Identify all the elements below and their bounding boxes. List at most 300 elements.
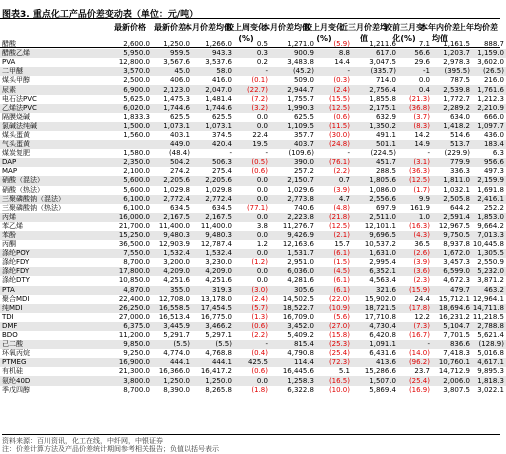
value-cell: 1,073.1 bbox=[192, 122, 234, 131]
table-title: 图表3. 重点化工产品价差变动表（单位：元/吨） bbox=[2, 10, 199, 20]
value-cell: 2,100.0 bbox=[123, 167, 150, 176]
value-cell: (6.1) bbox=[316, 286, 352, 295]
value-cell: (12.5) bbox=[316, 104, 352, 113]
value-cell: (2.2) bbox=[333, 167, 350, 176]
value-cell: 1,032.1 bbox=[443, 185, 470, 194]
header-week-change: 较上周变化(%) bbox=[226, 23, 266, 43]
value-cell: 740.6 bbox=[293, 203, 314, 212]
product-name-cell: PTMEG bbox=[0, 358, 106, 367]
value-cell: 11,276.7 bbox=[282, 221, 314, 230]
table-row bbox=[0, 122, 506, 131]
value-cell: 16,513.4 bbox=[158, 312, 190, 321]
value-cell: 7,013.3 bbox=[472, 231, 506, 240]
value-cell: 15,286.6 bbox=[364, 367, 396, 376]
value-cell: 15,250.0 bbox=[106, 231, 152, 240]
table-row bbox=[0, 340, 506, 349]
value-cell: 2,205.6 bbox=[192, 176, 234, 185]
value-cell: 0.0 bbox=[256, 276, 268, 285]
value-cell: 2,995.4 bbox=[369, 258, 396, 267]
value-cell: (224.5) bbox=[370, 149, 396, 158]
product-name-cell: 硝酸（混法） bbox=[0, 176, 106, 185]
value-cell: (15.5) bbox=[328, 94, 350, 103]
value-cell: 4,251.6 bbox=[163, 276, 190, 285]
value-cell: 6.3 bbox=[492, 149, 504, 158]
value-cell: 2,539.8 bbox=[432, 85, 472, 94]
value-cell: 6,100.0 bbox=[106, 195, 152, 204]
value-cell: (24.8) bbox=[316, 140, 352, 149]
value-cell: (11.5) bbox=[316, 122, 352, 131]
value-cell: (0.4) bbox=[251, 349, 268, 358]
product-name-cell: 电石法PVC bbox=[2, 94, 37, 103]
value-cell: (15.9) bbox=[398, 286, 432, 295]
value-cell: 506.3 bbox=[192, 158, 234, 167]
value-cell: 3,200.0 bbox=[163, 258, 190, 267]
value-cell: 959.5 bbox=[152, 49, 192, 58]
value-cell: 11,400.0 bbox=[200, 221, 232, 230]
value-cell: 1,266.0 bbox=[205, 40, 232, 49]
table-row bbox=[0, 113, 506, 122]
value-cell: 18,522.7 bbox=[270, 304, 316, 313]
value-cell: 4,730.4 bbox=[352, 322, 398, 331]
value-cell: 1,855.8 bbox=[369, 94, 396, 103]
value-cell: (1.7) bbox=[413, 185, 430, 194]
value-cell: 2,556.6 bbox=[352, 195, 398, 204]
value-cell: - bbox=[347, 149, 350, 158]
value-cell: 2,591.4 bbox=[432, 213, 472, 222]
value-cell: 1,212.3 bbox=[477, 94, 504, 103]
value-cell: 1,086.0 bbox=[369, 185, 396, 194]
value-cell: 10,760.1 bbox=[432, 358, 472, 367]
product-name-cell: 丙烯 bbox=[0, 213, 106, 222]
value-cell: 5,621.4 bbox=[477, 331, 504, 340]
value-cell: 1,029.6 bbox=[287, 185, 314, 194]
value-cell: 9,480.3 bbox=[152, 231, 192, 240]
value-cell: (3.7) bbox=[413, 112, 430, 121]
value-cell: 7.1 bbox=[418, 40, 430, 49]
value-cell: (7.2) bbox=[251, 94, 268, 103]
value-cell: 504.2 bbox=[152, 158, 192, 167]
value-cell: 0.0 bbox=[256, 185, 268, 194]
table-row bbox=[0, 322, 506, 331]
value-cell: 22,400.0 bbox=[118, 294, 150, 303]
table-row bbox=[0, 267, 506, 276]
value-cell: 11,218.5 bbox=[472, 312, 504, 321]
product-name-cell: PVA bbox=[2, 58, 16, 67]
value-cell: 24.4 bbox=[414, 294, 430, 303]
value-cell: 1,250.0 bbox=[192, 376, 234, 385]
value-cell: 14.2 bbox=[414, 130, 430, 139]
value-cell: 4,790.8 bbox=[287, 349, 314, 358]
value-cell: 10,445.8 bbox=[472, 240, 504, 249]
value-cell: (16.9) bbox=[408, 385, 430, 394]
value-cell: 3,800.0 bbox=[106, 376, 152, 385]
value-cell: 14.9 bbox=[398, 140, 432, 149]
value-cell: 12,163.6 bbox=[282, 240, 314, 249]
product-name-cell: 硝酸（热法） bbox=[2, 185, 44, 194]
product-name-cell: 有机硅 bbox=[2, 367, 23, 376]
value-cell: 1,805.6 bbox=[352, 176, 398, 185]
value-cell: 2,175.1 bbox=[352, 104, 398, 113]
value-cell: 11,200.0 bbox=[118, 331, 150, 340]
value-cell: 8,265.8 bbox=[205, 385, 232, 394]
value-cell: 2,210.9 bbox=[472, 104, 506, 113]
value-cell: (1.3) bbox=[251, 312, 268, 321]
table-row bbox=[0, 358, 506, 367]
value-cell: 1,073.1 bbox=[152, 122, 192, 131]
value-cell: 449.0 bbox=[152, 140, 192, 149]
value-cell: 12,101.1 bbox=[364, 221, 396, 230]
table-row bbox=[0, 186, 506, 195]
value-cell: 2,150.7 bbox=[270, 176, 316, 185]
value-cell: 257.2 bbox=[293, 167, 314, 176]
value-cell: (0.5) bbox=[234, 158, 270, 167]
table-row bbox=[0, 158, 506, 167]
value-cell: (7.3) bbox=[398, 322, 432, 331]
table-row bbox=[0, 140, 506, 149]
table-row bbox=[0, 304, 506, 313]
value-cell: 4,774.0 bbox=[163, 349, 190, 358]
value-cell: (45.2) bbox=[270, 67, 316, 76]
value-cell: 12,903.9 bbox=[158, 240, 190, 249]
product-name-cell: 二甲醚 bbox=[0, 67, 106, 76]
value-cell: 509.0 bbox=[293, 76, 314, 85]
table-row bbox=[0, 204, 506, 213]
value-cell: 491.1 bbox=[375, 130, 396, 139]
value-cell: 436.0 bbox=[483, 130, 504, 139]
value-cell: 3,445.9 bbox=[152, 322, 192, 331]
value-cell: 3,483.8 bbox=[287, 58, 314, 67]
value-cell: 5,409.2 bbox=[287, 331, 314, 340]
value-cell: (0.1) bbox=[251, 76, 268, 85]
value-cell: 836.6 bbox=[432, 340, 472, 349]
value-cell: 451.7 bbox=[352, 158, 398, 167]
value-cell: 2,772.4 bbox=[152, 195, 192, 204]
product-name-cell: DMF bbox=[0, 322, 106, 331]
value-cell: 29.6 bbox=[414, 58, 430, 67]
value-cell: 2,167.5 bbox=[152, 213, 192, 222]
value-cell: (0.6) bbox=[234, 322, 270, 331]
value-cell: 413.6 bbox=[352, 358, 398, 367]
value-cell: 403.7 bbox=[270, 140, 316, 149]
table-row bbox=[0, 67, 506, 76]
value-cell: 6,036.0 bbox=[270, 267, 316, 276]
value-cell: 14,711.8 bbox=[472, 303, 504, 312]
table-row bbox=[0, 313, 506, 322]
value-cell: 7,550.0 bbox=[106, 249, 152, 258]
table-row bbox=[0, 95, 506, 104]
table-row bbox=[0, 213, 506, 222]
value-cell: 634.5 bbox=[211, 203, 232, 212]
value-cell: 1,161.5 bbox=[443, 40, 470, 49]
product-name-cell: 尿素 bbox=[0, 85, 106, 94]
value-cell: 2,416.1 bbox=[472, 195, 506, 204]
value-cell: 9,850.0 bbox=[106, 340, 152, 349]
value-cell: 6,375.0 bbox=[106, 322, 152, 331]
product-name-cell: 煤炭复肥 bbox=[2, 149, 30, 158]
value-cell: 17,800.0 bbox=[106, 267, 152, 276]
value-cell: 4,281.6 bbox=[287, 276, 314, 285]
value-cell: 5,016.8 bbox=[477, 349, 504, 358]
value-cell: 1.0 bbox=[398, 213, 432, 222]
value-cell: 13,178.0 bbox=[200, 294, 232, 303]
value-cell: (16.7) bbox=[408, 331, 430, 340]
value-cell: 2,289.2 bbox=[432, 104, 472, 113]
value-cell: - bbox=[229, 149, 232, 158]
value-cell: 697.9 bbox=[375, 203, 396, 212]
value-cell: 4,870.0 bbox=[106, 286, 152, 295]
value-cell: 6,322.8 bbox=[287, 385, 314, 394]
value-cell: 1,211.6 bbox=[369, 40, 396, 49]
value-cell: 8,390.0 bbox=[163, 385, 190, 394]
value-cell: 390.0 bbox=[270, 158, 316, 167]
product-name-cell: 醋酸 bbox=[2, 40, 16, 49]
value-cell: (3.2) bbox=[234, 104, 270, 113]
value-cell: 497.3 bbox=[483, 167, 504, 176]
value-cell: 625.5 bbox=[169, 112, 190, 121]
value-cell: 2,772.4 bbox=[192, 195, 234, 204]
value-cell: 1,532.4 bbox=[192, 249, 234, 258]
product-name-cell: 己二酸 bbox=[0, 340, 106, 349]
value-cell: (3.1) bbox=[398, 158, 432, 167]
value-cell: -1 bbox=[398, 67, 432, 76]
value-cell: 943.3 bbox=[192, 49, 234, 58]
value-cell: 1,029.8 bbox=[205, 185, 232, 194]
value-cell: 2,944.7 bbox=[270, 85, 316, 94]
value-cell: 1,305.5 bbox=[472, 249, 506, 258]
value-cell: 18,694.6 bbox=[432, 304, 472, 313]
value-cell: 336.3 bbox=[449, 167, 470, 176]
value-cell: 9,426.9 bbox=[270, 231, 316, 240]
value-cell: 3,567.6 bbox=[163, 58, 190, 67]
product-name-cell: 涤纶FDY bbox=[0, 267, 106, 276]
value-cell: 6,599.0 bbox=[432, 267, 472, 276]
value-cell: 0.4 bbox=[398, 85, 432, 94]
value-cell: 288.5 bbox=[375, 167, 396, 176]
value-cell: 19.5 bbox=[234, 140, 270, 149]
value-cell: 2,600.0 bbox=[123, 40, 150, 49]
value-cell: 14.4 bbox=[334, 58, 350, 67]
value-cell: 3,047.5 bbox=[369, 58, 396, 67]
value-cell: (6.1) bbox=[333, 276, 350, 285]
table-row bbox=[0, 222, 506, 231]
value-cell: 0.0 bbox=[234, 376, 270, 385]
value-cell: 36.5 bbox=[414, 240, 430, 249]
value-cell: 252.2 bbox=[483, 203, 504, 212]
value-cell: 275.4 bbox=[211, 167, 232, 176]
value-cell: (1.5) bbox=[333, 258, 350, 267]
product-name-cell: 聚合MDI bbox=[2, 294, 30, 303]
value-cell: 6,431.6 bbox=[369, 349, 396, 358]
header-three-month-change: 较前三月变化(%) bbox=[384, 23, 424, 43]
value-cell: (5.9) bbox=[333, 40, 350, 49]
product-name-cell: 纯MDI bbox=[0, 304, 106, 313]
header-latest-spread: 最新价差 bbox=[154, 23, 186, 32]
product-name-cell: 涤纶DTY bbox=[2, 276, 30, 285]
value-cell: 625.5 bbox=[293, 112, 314, 121]
value-cell: 444.1 bbox=[192, 358, 234, 367]
value-cell: 3,466.2 bbox=[192, 322, 234, 331]
value-cell: (3.9) bbox=[333, 185, 350, 194]
value-cell: (5.6) bbox=[333, 312, 350, 321]
value-cell: 0.0 bbox=[256, 112, 268, 121]
value-cell: 216.0 bbox=[483, 76, 504, 85]
value-cell: 7,701.5 bbox=[443, 331, 470, 340]
value-cell: 1,744.6 bbox=[152, 104, 192, 113]
value-cell: 355.0 bbox=[152, 286, 192, 295]
value-cell: 1,990.3 bbox=[270, 104, 316, 113]
value-cell: (2.4) bbox=[251, 294, 268, 303]
value-cell: 11,400.0 bbox=[158, 221, 190, 230]
value-cell: 3,807.5 bbox=[443, 385, 470, 394]
value-cell: (10.0) bbox=[328, 385, 350, 394]
value-cell: 2,788.8 bbox=[472, 322, 506, 331]
value-cell: 9,895.3 bbox=[477, 367, 504, 376]
value-cell: 1,258.3 bbox=[270, 376, 316, 385]
value-cell: 21,700.0 bbox=[118, 221, 150, 230]
value-cell: 12,967.5 bbox=[438, 221, 470, 230]
product-name-cell: PTA bbox=[0, 286, 106, 295]
value-cell: (1.2) bbox=[251, 258, 268, 267]
value-cell: 2,773.8 bbox=[270, 195, 316, 204]
value-cell: (128.9) bbox=[472, 340, 506, 349]
value-cell: 3,871.2 bbox=[477, 276, 504, 285]
value-cell: - bbox=[427, 149, 430, 158]
product-name-cell: 乙烯法PVC bbox=[0, 104, 106, 113]
value-cell: 632.9 bbox=[375, 112, 396, 121]
product-name-cell: 氯碱法纯碱 bbox=[0, 122, 106, 131]
value-cell: 10,850.0 bbox=[118, 276, 150, 285]
value-cell: 26,250.0 bbox=[106, 304, 152, 313]
value-cell: (2.2) bbox=[251, 331, 268, 340]
value-cell: 5,104.7 bbox=[432, 322, 472, 331]
value-cell: 2,550.9 bbox=[477, 258, 504, 267]
value-cell: 16,445.6 bbox=[282, 367, 314, 376]
value-cell: (5.5) bbox=[192, 340, 234, 349]
value-cell: 7,418.3 bbox=[443, 349, 470, 358]
value-cell: 6,352.1 bbox=[352, 267, 398, 276]
value-cell: (27.0) bbox=[316, 322, 352, 331]
value-cell: 15,712.1 bbox=[438, 294, 470, 303]
table-row bbox=[0, 386, 506, 395]
value-cell: 634.5 bbox=[169, 203, 190, 212]
table-row bbox=[0, 76, 506, 85]
table-row bbox=[0, 176, 506, 185]
header-month-avg-spread-2: 本月价差均值 bbox=[262, 23, 310, 32]
value-cell: (109.6) bbox=[288, 149, 314, 158]
value-cell: 634.0 bbox=[449, 112, 470, 121]
value-cell: - bbox=[316, 67, 352, 76]
spread-table bbox=[0, 40, 506, 395]
table-row bbox=[0, 131, 506, 140]
value-cell: (12.5) bbox=[398, 176, 432, 185]
product-name-cell: 丙酮 bbox=[2, 240, 16, 249]
value-cell: (5.5) bbox=[152, 340, 192, 349]
value-cell: 2,205.6 bbox=[152, 176, 192, 185]
value-cell: 374.5 bbox=[211, 130, 232, 139]
value-cell: 22.4 bbox=[252, 130, 268, 139]
value-cell: (12.5) bbox=[328, 221, 350, 230]
value-cell: 21,300.0 bbox=[118, 367, 150, 376]
value-cell: 2,123.0 bbox=[152, 85, 192, 94]
value-cell: 12,787.4 bbox=[200, 240, 232, 249]
product-name-cell: 气头蛋黄 bbox=[0, 140, 106, 149]
value-cell: 0.7 bbox=[316, 176, 352, 185]
header-month-avg-spread: 本月价差均值 bbox=[184, 23, 232, 32]
value-cell: (3.9) bbox=[413, 258, 430, 267]
value-cell: 15.7 bbox=[334, 240, 350, 249]
value-cell: 321.6 bbox=[352, 286, 398, 295]
value-cell: (395.5) bbox=[432, 67, 472, 76]
value-cell: (25.3) bbox=[316, 340, 352, 349]
value-cell: 479.7 bbox=[432, 286, 472, 295]
value-cell: 1,811.0 bbox=[432, 176, 472, 185]
value-cell: 0.2 bbox=[256, 58, 268, 67]
product-name-cell: 煤头蛋黄 bbox=[2, 130, 30, 139]
value-cell: (77.1) bbox=[246, 203, 268, 212]
value-cell: 36,500.0 bbox=[118, 240, 150, 249]
value-cell: 514.6 bbox=[449, 130, 470, 139]
value-cell: (2.1) bbox=[316, 231, 352, 240]
value-cell: 58.0 bbox=[192, 67, 234, 76]
value-cell: 420.4 bbox=[192, 140, 234, 149]
value-cell: (0.3) bbox=[333, 76, 350, 85]
value-cell: 357.7 bbox=[293, 130, 314, 139]
value-cell: 2,951.0 bbox=[287, 258, 314, 267]
value-cell: 2,223.8 bbox=[270, 213, 316, 222]
value-cell: 3,570.0 bbox=[106, 67, 152, 76]
value-cell: (229.9) bbox=[444, 149, 470, 158]
value-cell: 1,250.0 bbox=[152, 376, 192, 385]
value-cell: (30.0) bbox=[328, 130, 350, 139]
value-cell: (10.9) bbox=[316, 304, 352, 313]
value-cell: 17,710.8 bbox=[364, 312, 396, 321]
value-cell: 1,507.0 bbox=[352, 376, 398, 385]
value-cell: 17,454.5 bbox=[192, 304, 234, 313]
value-cell: 12,708.0 bbox=[158, 294, 190, 303]
value-cell: (22.0) bbox=[328, 294, 350, 303]
value-cell: (26.5) bbox=[472, 67, 506, 76]
value-cell: 12,964.1 bbox=[472, 294, 504, 303]
value-cell: 8,700.0 bbox=[123, 385, 150, 394]
product-name-cell: 三聚磷酸钠（热法） bbox=[2, 203, 65, 212]
value-cell: 6,020.0 bbox=[106, 104, 152, 113]
value-cell: 3,230.0 bbox=[205, 258, 232, 267]
value-cell: 16,775.0 bbox=[200, 312, 232, 321]
value-cell: 1,500.0 bbox=[106, 122, 152, 131]
header-three-month-avg: 近三月价差均值 bbox=[340, 23, 388, 43]
value-cell: 1,109.5 bbox=[270, 122, 316, 131]
value-cell: 2,511.0 bbox=[352, 213, 398, 222]
table-row bbox=[0, 40, 506, 49]
value-cell: (72.3) bbox=[316, 358, 352, 367]
value-cell: 0.0 bbox=[418, 76, 430, 85]
value-cell: 161.9 bbox=[409, 203, 430, 212]
value-cell: (5.7) bbox=[234, 304, 270, 313]
value-cell: (6.1) bbox=[316, 249, 352, 258]
value-cell: 16,900.0 bbox=[106, 358, 152, 367]
value-cell: 617.0 bbox=[352, 49, 398, 58]
value-cell: (16.3) bbox=[408, 221, 430, 230]
value-cell: (25.4) bbox=[328, 349, 350, 358]
table-row bbox=[0, 331, 506, 340]
value-cell: 0.0 bbox=[234, 267, 270, 276]
value-cell: 787.5 bbox=[449, 76, 470, 85]
product-name-cell: 苯乙烯 bbox=[2, 221, 23, 230]
value-cell: 6,900.0 bbox=[106, 85, 152, 94]
value-cell: 23.7 bbox=[414, 367, 430, 376]
value-cell: 403.1 bbox=[169, 130, 190, 139]
value-cell: (3.6) bbox=[398, 267, 432, 276]
